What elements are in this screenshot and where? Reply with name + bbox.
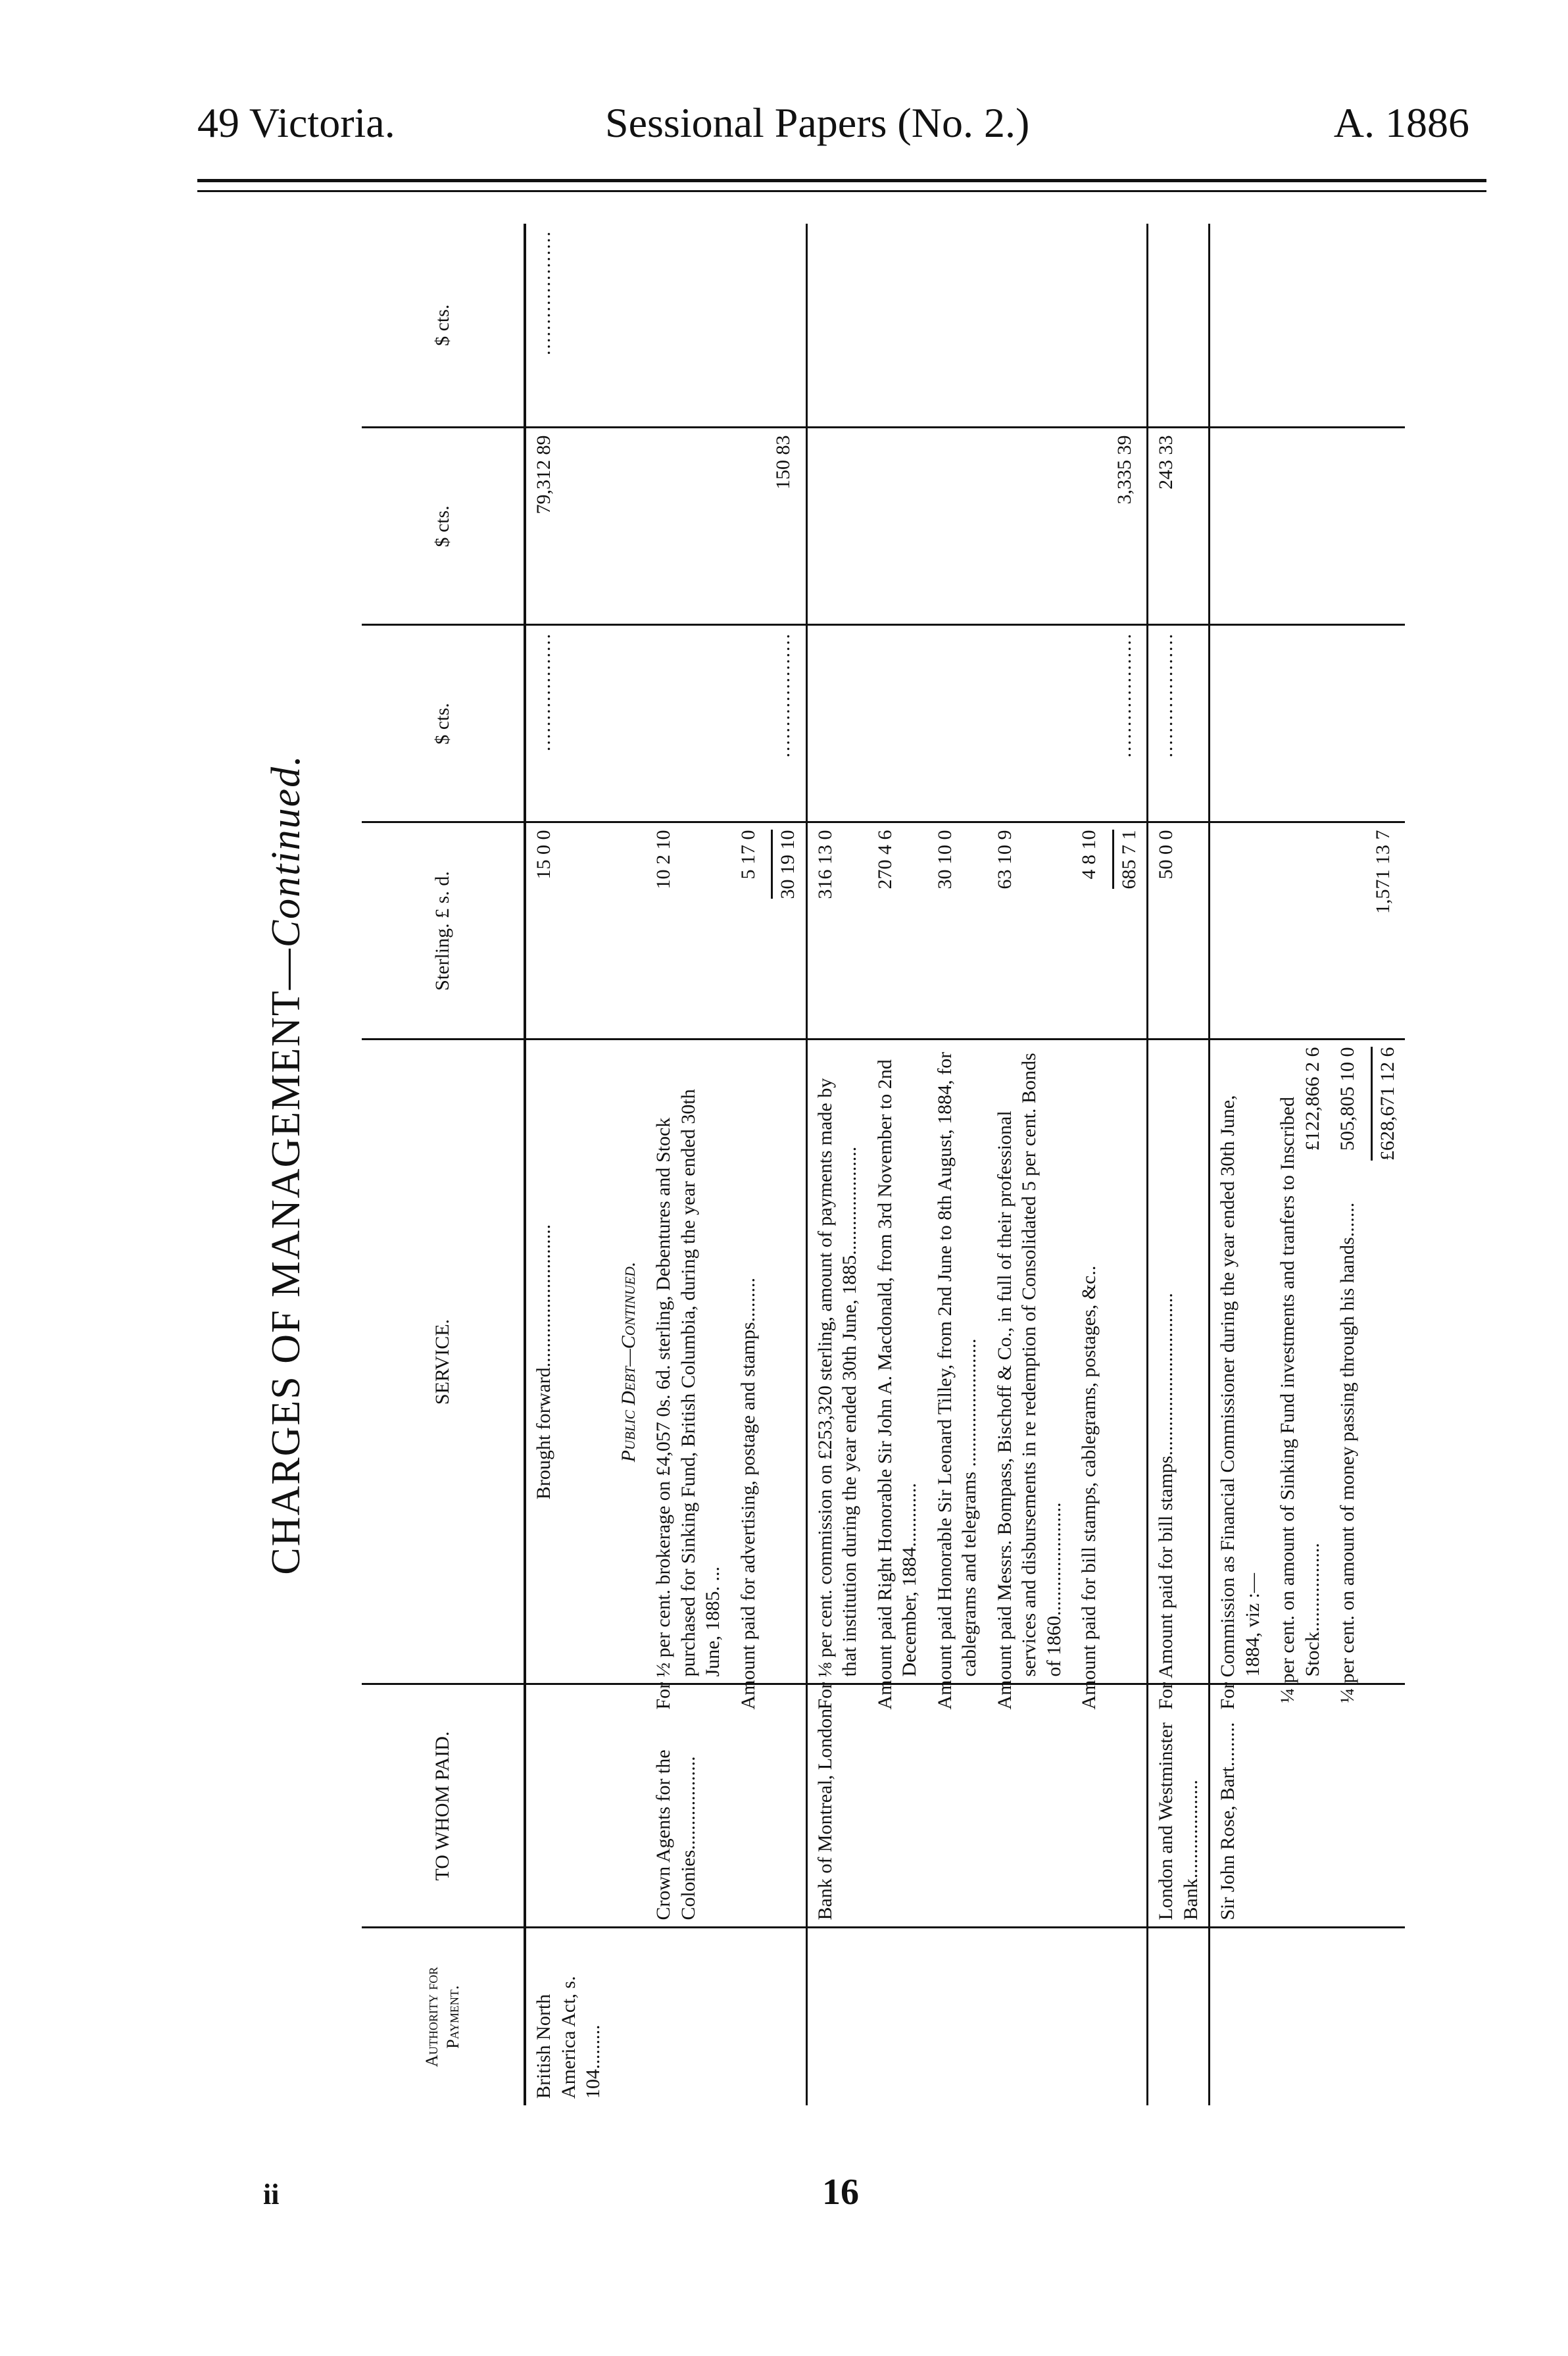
to-whom-cell: Bank of Montreal, London bbox=[806, 1684, 868, 1928]
table-row bbox=[868, 224, 927, 2105]
section-heading: Public Debt—Continued. bbox=[611, 1040, 647, 1684]
table-row bbox=[1071, 224, 1107, 2105]
dollars-1-cell: .................... bbox=[766, 625, 806, 822]
table-row bbox=[731, 224, 766, 2105]
dollars-2-cell: 3,335 39 bbox=[1107, 428, 1148, 625]
page-title bbox=[250, 224, 322, 2105]
to-whom-cell: London and Westminster Bank.................... bbox=[1148, 1684, 1210, 1928]
table-row bbox=[987, 224, 1072, 2105]
dollars-2-cell: 150 83 bbox=[766, 428, 806, 625]
header-session: 49 Victoria. bbox=[197, 99, 395, 146]
service-cell: Amount paid Right Honorable Sir John A. Macdonald, from 3rd November to 2nd December, 1884............. bbox=[868, 1040, 927, 1684]
col-to-whom: TO WHOM PAID. bbox=[362, 1684, 525, 1928]
page-marker: ii bbox=[263, 2178, 280, 2211]
service-cell: For Amount paid for bill stamps................................. bbox=[1148, 1040, 1210, 1684]
title-main: CHARGES OF MANAGEMENT— bbox=[264, 947, 308, 1575]
sterling-cell: 63 10 9 bbox=[987, 822, 1072, 1040]
authority-cell: British North America Act, s. 104......... bbox=[533, 1976, 604, 2099]
dollars-1-cell: ................... bbox=[525, 625, 611, 822]
service-cell: Amount paid Messrs. Bompass, Bischoff & Co., in full of their professional services and disbursements in re redemption of Consolidated 5 per cent. Bonds of 1860....................... bbox=[987, 1040, 1072, 1684]
authority-cell bbox=[646, 1928, 731, 2105]
table-row bbox=[1270, 224, 1330, 2105]
service-cell: Amount paid for advertising, postage and stamps......... bbox=[731, 1040, 766, 1684]
section-heading-row bbox=[611, 224, 647, 2105]
col-service: SERVICE. bbox=[362, 1040, 525, 1684]
sterling-cell: 316 13 0 bbox=[806, 822, 868, 1040]
subtotal-row bbox=[1365, 224, 1406, 2105]
service-cell: For Commission as Financial Commissioner during the year ended 30th June, 1884, viz :— bbox=[1210, 1040, 1271, 1684]
service-cell: Brought forward............................. bbox=[525, 1040, 611, 1684]
page-number: 16 bbox=[822, 2172, 859, 2213]
authority-cell bbox=[1148, 1928, 1210, 2105]
authority-cell bbox=[806, 1928, 868, 2105]
col-dollars-2: $ cts. bbox=[362, 428, 525, 625]
dollars-1-cell: .................... bbox=[1148, 625, 1210, 822]
page-header bbox=[0, 99, 1568, 158]
sterling-cell: 15 0 0 bbox=[525, 822, 611, 1040]
sterling-cell: 5 17 0 bbox=[731, 822, 766, 1040]
dollars-2-cell: 243 33 bbox=[1148, 428, 1210, 625]
col-sterling: Sterling. £ s. d. bbox=[362, 822, 525, 1040]
table-row bbox=[927, 224, 987, 2105]
col-authority: Authority for Payment. bbox=[362, 1928, 525, 2105]
charges-table bbox=[362, 224, 1405, 2105]
sterling-subtotal: 685 7 1 bbox=[1107, 822, 1148, 1040]
table-row bbox=[646, 224, 731, 2105]
dollars-2-cell: 79,312 89 bbox=[525, 428, 611, 625]
service-subline: ¼ per cent. on amount of money passing through his hands....... 505,805 10 0 bbox=[1330, 1040, 1365, 1684]
table-header-row bbox=[362, 224, 525, 2105]
authority-cell bbox=[1210, 1928, 1271, 2105]
to-whom-cell: Crown Agents for the Colonies................... bbox=[646, 1684, 731, 1928]
service-cell: Amount paid Honorable Sir Leonard Tilley, from 2nd June to 8th August, 1884, for cablegrams and telegrams .......................... bbox=[927, 1040, 987, 1684]
table-row bbox=[1148, 224, 1210, 2105]
sterling-cell: 4 8 10 bbox=[1071, 822, 1107, 1040]
header-sessional-papers: Sessional Papers (No. 2.) bbox=[605, 99, 1030, 146]
title-continued: Continued. bbox=[264, 754, 308, 948]
dollars-3-cell: .................... bbox=[525, 224, 611, 428]
header-year: A. 1886 bbox=[1333, 99, 1469, 146]
service-cell: For ½ per cent. brokerage on £4,057 0s. 6d. sterling, Debentures and Stock purchased for Sinking Fund, British Columbia, during the year ended 30th June, 1885. ... bbox=[646, 1040, 731, 1684]
subtotal-row bbox=[1107, 224, 1148, 2105]
service-cell: For ⅛ per cent. commission on £253,320 sterling, amount of payments made by that institution during the year ended 30th June, 1885...................... bbox=[806, 1040, 868, 1684]
service-cell: Amount paid for bill stamps, cablegrams, postages, &c.. bbox=[1071, 1040, 1107, 1684]
table-row bbox=[525, 224, 611, 2105]
sterling-cell: 30 10 0 bbox=[927, 822, 987, 1040]
to-whom-cell bbox=[525, 1684, 611, 1928]
dollars-1-cell: .................... bbox=[1107, 625, 1148, 822]
sterling-cell: 10 2 10 bbox=[646, 822, 731, 1040]
sterling-cell: 270 4 6 bbox=[868, 822, 927, 1040]
sterling-cell: 1,571 13 7 bbox=[1365, 822, 1406, 1040]
header-rule bbox=[197, 179, 1486, 192]
col-dollars-1: $ cts. bbox=[362, 625, 525, 822]
table-row bbox=[806, 224, 868, 2105]
sterling-subtotal: 30 19 10 bbox=[766, 822, 806, 1040]
sterling-cell: 50 0 0 bbox=[1148, 822, 1210, 1040]
table-row bbox=[1210, 224, 1271, 2105]
sub-amount: £122,866 2 6 bbox=[1301, 1047, 1323, 1151]
subtotal-row bbox=[766, 224, 806, 2105]
col-dollars-3: $ cts. bbox=[362, 224, 525, 428]
sub-amount: 505,805 10 0 bbox=[1336, 1047, 1358, 1151]
to-whom-cell: Sir John Rose, Bart......... bbox=[1210, 1684, 1271, 1928]
service-subtotal: £628,671 12 6 bbox=[1365, 1040, 1406, 1684]
table-row bbox=[1330, 224, 1365, 2105]
service-subline: ¼ per cent. on amount of Sinking Fund investments and tranfers to Inscribed Stock.................. £122,866 2 6 bbox=[1270, 1040, 1330, 1684]
